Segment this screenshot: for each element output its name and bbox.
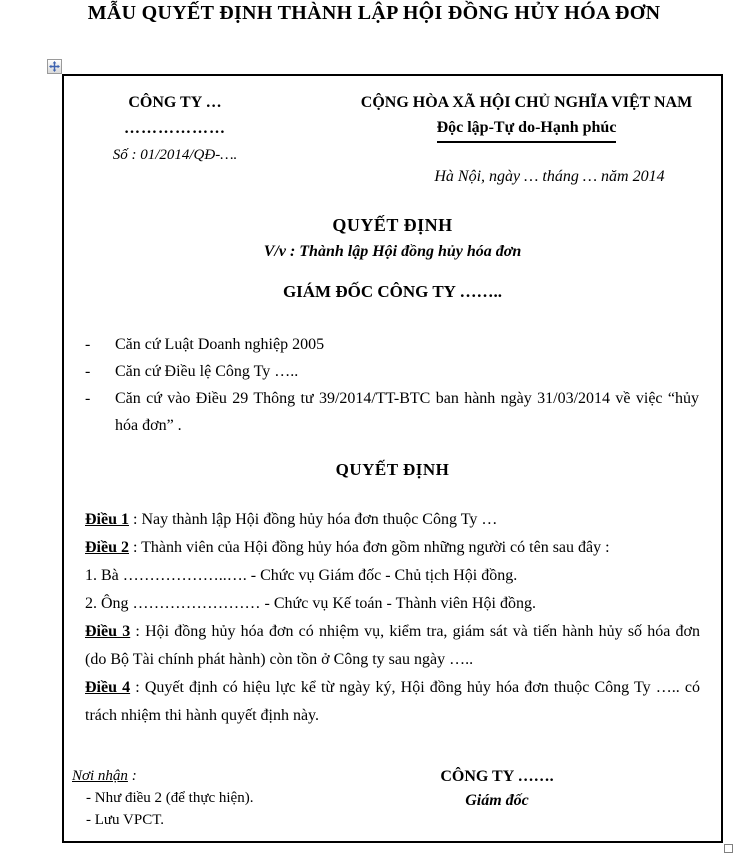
article-1-label: Điều 1 bbox=[85, 511, 129, 528]
decision-subject: V/v : Thành lập Hội đồng hủy hóa đơn bbox=[263, 243, 522, 260]
recipients-label-text: Nơi nhận bbox=[72, 768, 128, 784]
article-4 bbox=[85, 674, 700, 730]
recipient-item: - Lưu VPCT. bbox=[86, 812, 164, 828]
decision-section-title: QUYẾT ĐỊNH bbox=[335, 460, 450, 479]
base-text: Căn cứ vào Điều 29 Thông tư 39/2014/TT-BTC ban hành ngày 31/03/2014 về việc “hủy hóa đơn” . bbox=[115, 390, 699, 434]
issuer-line: GIÁM ĐỐC CÔNG TY …….. bbox=[282, 282, 503, 301]
document-number: Số : 01/2014/QĐ-…. bbox=[112, 147, 238, 163]
document-footer bbox=[72, 765, 700, 831]
document-box bbox=[62, 74, 723, 843]
article-1-text: : Nay thành lập Hội đồng hủy hóa đơn thuộc Công Ty … bbox=[129, 511, 498, 528]
article-3-label: Điều 3 bbox=[85, 623, 131, 640]
page-title: MẪU QUYẾT ĐỊNH THÀNH LẬP HỘI ĐỒNG HỦY HÓA ĐƠN bbox=[87, 2, 661, 24]
article-2-text: : Thành viên của Hội đồng hủy hóa đơn gồm những người có tên sau đây : bbox=[129, 539, 610, 556]
article-2-label: Điều 2 bbox=[85, 539, 129, 556]
list-item bbox=[85, 331, 700, 358]
recipients-block bbox=[72, 765, 382, 831]
article-1 bbox=[85, 506, 700, 534]
signature-role: Giám đốc bbox=[465, 792, 529, 809]
recipient-item: - Như điều 2 (để thực hiện). bbox=[86, 790, 254, 806]
header-right bbox=[265, 90, 700, 190]
national-motto-line1: CỘNG HÒA XÃ HỘI CHỦ NGHĨA VIỆT NAM bbox=[360, 94, 693, 111]
article-2 bbox=[85, 534, 700, 562]
company-name: CÔNG TY … bbox=[128, 94, 222, 111]
dash-bullet: - bbox=[85, 363, 91, 380]
dash-bullet: - bbox=[85, 390, 91, 407]
resize-handle[interactable] bbox=[724, 844, 733, 853]
article-3 bbox=[85, 618, 700, 674]
member-line-1: 1. Bà ………………..…. - Chức vụ Giám đốc - Chủ tịch Hội đồng. bbox=[85, 567, 518, 584]
member-line-2: 2. Ông …………………… - Chức vụ Kế toán - Thành viên Hội đồng. bbox=[85, 595, 536, 612]
recipients-label-colon: : bbox=[127, 768, 137, 784]
article-4-label: Điều 4 bbox=[85, 679, 131, 696]
dash-bullet: - bbox=[85, 336, 91, 353]
list-item bbox=[85, 358, 700, 385]
signature-company: CÔNG TY ……. bbox=[440, 768, 554, 785]
recipients-label bbox=[72, 765, 382, 787]
signature-block bbox=[382, 765, 612, 831]
place-date-line: Hà Nội, ngày … tháng … năm 2014 bbox=[434, 168, 665, 185]
legal-bases-list bbox=[85, 331, 700, 439]
article-3-text: : Hội đồng hủy hóa đơn có nhiệm vụ, kiểm tra, giám sát và tiến hành hủy số hóa đơn (do Bộ Tài chính phát hành) còn tồn ở Công ty sau ngày ….. bbox=[85, 623, 701, 668]
article-4-text: : Quyết định có hiệu lực kể từ ngày ký, Hội đồng hủy hóa đơn thuộc Công Ty ….. có trách nhiệm thi hành quyết định này. bbox=[85, 679, 700, 724]
national-motto-line2: Độc lập-Tự do-Hạnh phúc bbox=[437, 116, 617, 143]
decision-title: QUYẾT ĐỊNH bbox=[332, 215, 453, 235]
document-header bbox=[85, 90, 700, 190]
header-left bbox=[85, 90, 265, 190]
base-text: Căn cứ Điều lệ Công Ty ….. bbox=[115, 363, 299, 380]
list-item bbox=[85, 385, 700, 439]
move-icon bbox=[49, 61, 60, 72]
articles-section bbox=[85, 506, 700, 730]
move-handle[interactable] bbox=[47, 59, 62, 74]
base-text: Căn cứ Luật Doanh nghiệp 2005 bbox=[115, 336, 325, 353]
company-dots: ……………… bbox=[124, 120, 226, 137]
